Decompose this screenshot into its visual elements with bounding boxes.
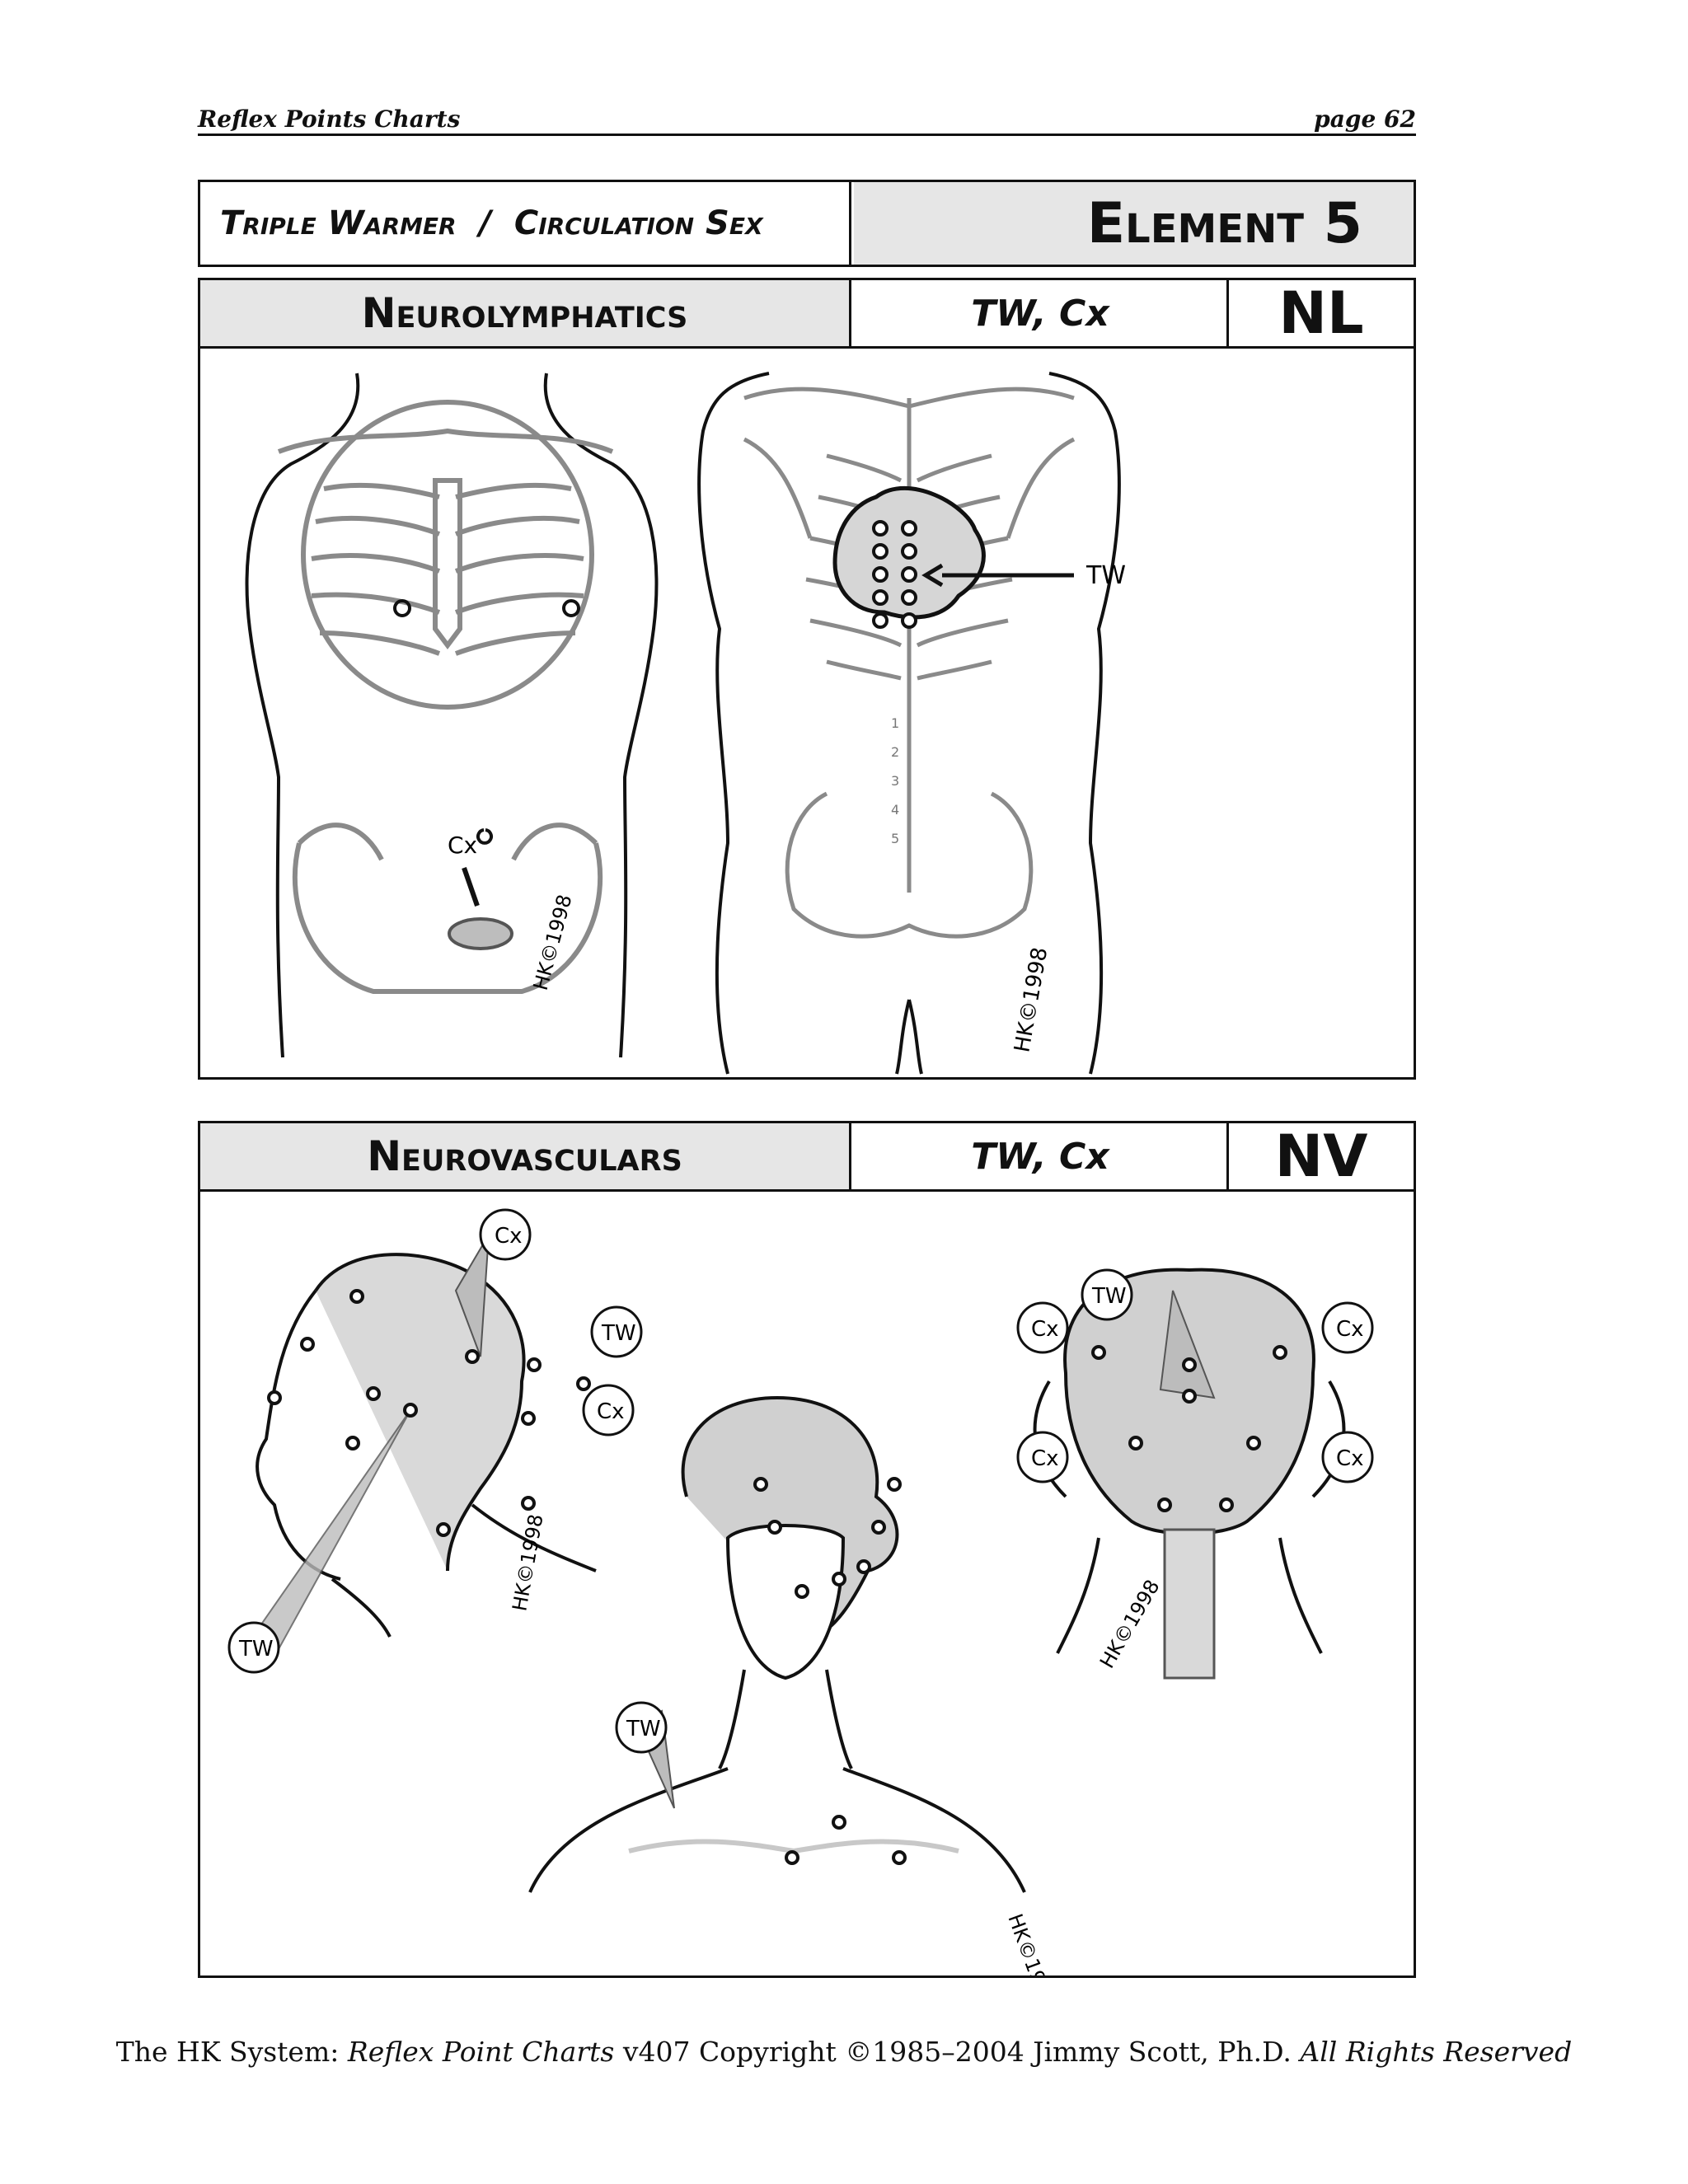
nl-meridian-codes: TW, Cx: [854, 280, 1229, 346]
copyright-front-face: HK©1998: [1003, 1910, 1059, 1975]
nv-section-name: Neurovasculars: [200, 1123, 851, 1189]
vertebra-numbers: [891, 715, 899, 846]
front-face-figure: [530, 1398, 1025, 1892]
footer-part-3: v407 Copyright ©1985–2004 Jimmy Scott, Ph.D.: [614, 2036, 1301, 2068]
footer-part-2: Reflex Point Charts: [347, 2036, 615, 2068]
header-rule: [198, 134, 1416, 136]
back-head-figure: [1035, 1270, 1344, 1678]
svg-text:Cx: Cx: [1336, 1446, 1364, 1471]
svg-text:TW: TW: [239, 1637, 274, 1661]
copyright-front: HK©1998: [528, 892, 577, 993]
footer-part-4: All Rights Reserved: [1300, 2036, 1573, 2068]
svg-text:4: 4: [891, 802, 900, 818]
svg-text:2: 2: [891, 744, 900, 760]
nl-diagram-panel: [198, 346, 1416, 1080]
tw-label-back: TW: [1086, 561, 1126, 590]
running-header-title: Reflex Points Charts: [198, 105, 461, 133]
nl-abbreviation: NL: [1278, 279, 1364, 347]
nl-section-name: Neurolymphatics: [200, 280, 851, 346]
meridian-title: Triple Warmer / Circulation Sex: [200, 182, 851, 265]
nv-illustration: [200, 1192, 1414, 1975]
svg-text:TW: TW: [626, 1717, 661, 1741]
nv-abbreviation: NV: [1274, 1122, 1368, 1190]
copyright-back-head: HK©1998: [1095, 1576, 1165, 1672]
copyright-side: HK©1998: [508, 1512, 548, 1614]
cx-nl-area: [449, 919, 512, 949]
svg-text:Cx: Cx: [1031, 1446, 1059, 1471]
page-number: page 62: [1314, 105, 1416, 133]
copyright-back: HK©1998: [1010, 945, 1053, 1055]
svg-text:Cx: Cx: [1336, 1317, 1364, 1342]
nv-diagram-panel: [198, 1189, 1416, 1978]
svg-text:1: 1: [891, 715, 900, 731]
nv-header: [198, 1121, 1416, 1192]
cx-label-front: Cx: [448, 832, 478, 859]
svg-text:3: 3: [891, 773, 900, 789]
title-bar: [198, 180, 1416, 267]
cx-arrow: [464, 868, 477, 906]
svg-text:5: 5: [891, 831, 900, 846]
back-skeleton: [744, 389, 1074, 936]
svg-text:Cx: Cx: [1031, 1317, 1059, 1342]
copyright-footer: [0, 2036, 1688, 2068]
front-torso-figure: [247, 373, 657, 1057]
nv-meridian-codes: TW, Cx: [854, 1123, 1229, 1189]
element-title: Element 5: [854, 182, 1414, 265]
nl-illustration: [200, 349, 1414, 1077]
svg-text:Cx: Cx: [597, 1399, 625, 1424]
svg-text:TW: TW: [1092, 1284, 1127, 1309]
svg-text:Cx: Cx: [495, 1224, 523, 1249]
svg-text:TW: TW: [602, 1321, 636, 1346]
nl-header: [198, 278, 1416, 349]
nl-point-navel: [478, 830, 491, 843]
nl-point-front-right: [564, 601, 579, 616]
footer-part-1: The HK System:: [115, 2036, 348, 2068]
